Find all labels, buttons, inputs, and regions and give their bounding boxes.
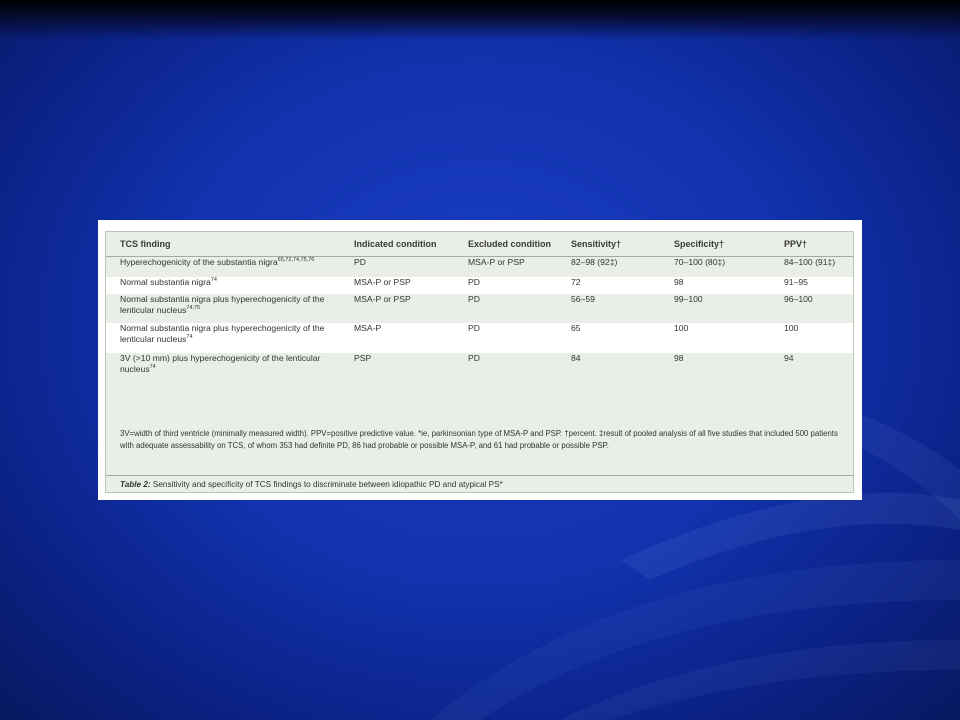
finding-text: Hyperechogenicity of the substantia nigra	[120, 257, 278, 267]
table-row	[106, 277, 853, 294]
header-specificity: Specificity†	[660, 232, 770, 257]
cell-indicated: PD	[340, 257, 454, 278]
cell-ppv: 94	[770, 353, 853, 384]
reference-superscript: 74	[186, 334, 193, 341]
header-excluded-condition: Excluded condition	[454, 232, 557, 257]
table-row	[106, 257, 853, 278]
cell-finding	[106, 353, 340, 384]
cell-indicated: PSP	[340, 353, 454, 384]
cell-excluded: PD	[454, 294, 557, 323]
caption-text: Sensitivity and specificity of TCS findings to discriminate between idiopathic PD and atypical PS*	[150, 480, 503, 489]
cell-sensitivity: 65	[557, 323, 660, 353]
reference-superscript: 74	[210, 277, 217, 284]
cell-excluded: PD	[454, 323, 557, 353]
cell-sensitivity: 56–59	[557, 294, 660, 323]
cell-ppv: 96–100	[770, 294, 853, 323]
table-header-row	[106, 232, 853, 257]
tcs-findings-table	[106, 232, 853, 384]
header-ppv: PPV†	[770, 232, 853, 257]
cell-excluded: PD	[454, 277, 557, 294]
table-row	[106, 323, 853, 353]
cell-ppv: 84–100 (91‡)	[770, 257, 853, 278]
cell-specificity: 70–100 (80‡)	[660, 257, 770, 278]
reference-superscript: 74	[149, 364, 156, 371]
cell-specificity: 98	[660, 277, 770, 294]
finding-text: Normal substantia nigra plus hyperechogenicity of the lenticular nucleus	[120, 294, 325, 315]
cell-specificity: 99–100	[660, 294, 770, 323]
cell-specificity: 98	[660, 353, 770, 384]
header-tcs-finding: TCS finding	[106, 232, 340, 257]
table-image	[98, 220, 862, 500]
cell-indicated: MSA-P	[340, 323, 454, 353]
table-caption	[106, 475, 853, 492]
finding-text: 3V (>10 mm) plus hyperechogenicity of the lenticular nucleus	[120, 353, 321, 374]
cell-excluded: MSA-P or PSP	[454, 257, 557, 278]
cell-finding	[106, 294, 340, 323]
cell-sensitivity: 82–98 (92‡)	[557, 257, 660, 278]
cell-indicated: MSA-P or PSP	[340, 294, 454, 323]
cell-finding	[106, 323, 340, 353]
cell-finding	[106, 257, 340, 278]
cell-specificity: 100	[660, 323, 770, 353]
finding-text: Normal substantia nigra plus hyperechogenicity of the lenticular nucleus	[120, 323, 325, 344]
table-row	[106, 353, 853, 384]
cell-finding	[106, 277, 340, 294]
caption-label: Table 2:	[120, 480, 151, 489]
cell-ppv: 100	[770, 323, 853, 353]
finding-text: Normal substantia nigra	[120, 277, 211, 287]
table-frame	[105, 231, 854, 493]
reference-superscript: 65,72,74,75,76	[277, 257, 315, 264]
header-sensitivity: Sensitivity†	[557, 232, 660, 257]
cell-indicated: MSA-P or PSP	[340, 277, 454, 294]
header-indicated-condition: Indicated condition	[340, 232, 454, 257]
cell-excluded: PD	[454, 353, 557, 384]
table-row	[106, 294, 853, 323]
cell-sensitivity: 84	[557, 353, 660, 384]
table-footnote: 3V=width of third ventricle (minimally measured width). PPV=positive predictive value. *ie, parkinsonian type of MSA-P and PSP. †percent. ‡result of pooled analysis of all five studies that included 500 patients with adequate assessability on TCS, of whom 353 had definite PD, 86 had probable or possible MSA-P, and 61 had probable or possible PSP.	[120, 429, 838, 450]
reference-superscript: 74,75	[186, 305, 201, 312]
cell-ppv: 91–95	[770, 277, 853, 294]
cell-sensitivity: 72	[557, 277, 660, 294]
